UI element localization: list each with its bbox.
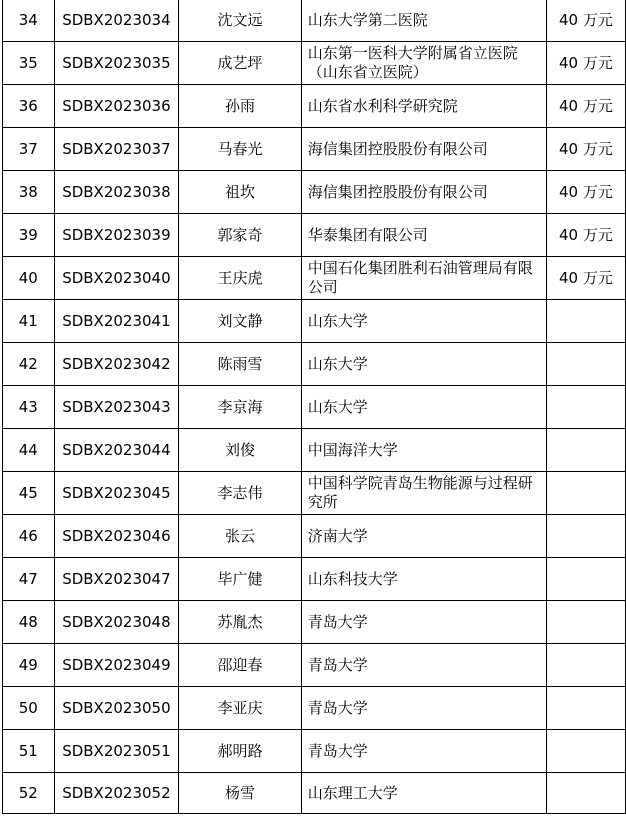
row-number-cell: 37 (3, 128, 55, 171)
table-row (3, 429, 626, 472)
person-name-cell: 毕广健 (179, 558, 301, 601)
row-number-cell: 47 (3, 558, 55, 601)
organization-cell: 山东理工大学 (301, 773, 546, 814)
person-name-cell: 李亚庆 (179, 687, 301, 730)
row-number-cell: 43 (3, 386, 55, 429)
funding-amount-cell: 40 万元 (546, 214, 625, 257)
person-name-cell: 孙雨 (179, 85, 301, 128)
organization-cell: 山东大学 (301, 343, 546, 386)
person-name-cell: 成艺坪 (179, 42, 301, 85)
table-row (3, 257, 626, 300)
table-row (3, 386, 626, 429)
project-id-cell: SDBX2023041 (54, 300, 179, 343)
person-name-cell: 邵迎春 (179, 644, 301, 687)
funding-amount-cell: 40 万元 (546, 171, 625, 214)
funding-amount-cell: 40 万元 (546, 0, 625, 42)
table-row (3, 0, 626, 42)
funding-amount-cell (546, 687, 625, 730)
organization-cell: 中国海洋大学 (301, 429, 546, 472)
row-number-cell: 34 (3, 0, 55, 42)
table-row (3, 687, 626, 730)
table-body (3, 0, 626, 814)
award-table (2, 0, 626, 814)
table-row (3, 85, 626, 128)
organization-cell: 海信集团控股股份有限公司 (301, 128, 546, 171)
table-row (3, 644, 626, 687)
project-id-cell: SDBX2023050 (54, 687, 179, 730)
organization-cell: 青岛大学 (301, 687, 546, 730)
table-row (3, 472, 626, 515)
project-id-cell: SDBX2023044 (54, 429, 179, 472)
organization-cell: 华泰集团有限公司 (301, 214, 546, 257)
row-number-cell: 39 (3, 214, 55, 257)
funding-amount-cell (546, 515, 625, 558)
organization-cell: 海信集团控股股份有限公司 (301, 171, 546, 214)
row-number-cell: 40 (3, 257, 55, 300)
row-number-cell: 52 (3, 773, 55, 814)
person-name-cell: 郝明路 (179, 730, 301, 773)
funding-amount-cell: 40 万元 (546, 85, 625, 128)
person-name-cell: 张云 (179, 515, 301, 558)
table-row (3, 773, 626, 814)
person-name-cell: 马春光 (179, 128, 301, 171)
project-id-cell: SDBX2023046 (54, 515, 179, 558)
project-id-cell: SDBX2023052 (54, 773, 179, 814)
organization-cell: 青岛大学 (301, 644, 546, 687)
project-id-cell: SDBX2023048 (54, 601, 179, 644)
row-number-cell: 48 (3, 601, 55, 644)
funding-amount-cell (546, 300, 625, 343)
person-name-cell: 祖坎 (179, 171, 301, 214)
table-row (3, 601, 626, 644)
funding-amount-cell (546, 386, 625, 429)
row-number-cell: 45 (3, 472, 55, 515)
row-number-cell: 36 (3, 85, 55, 128)
project-id-cell: SDBX2023049 (54, 644, 179, 687)
funding-amount-cell: 40 万元 (546, 257, 625, 300)
organization-cell: 青岛大学 (301, 601, 546, 644)
project-id-cell: SDBX2023037 (54, 128, 179, 171)
funding-amount-cell (546, 601, 625, 644)
row-number-cell: 35 (3, 42, 55, 85)
person-name-cell: 沈文远 (179, 0, 301, 42)
funding-amount-cell (546, 644, 625, 687)
person-name-cell: 陈雨雪 (179, 343, 301, 386)
row-number-cell: 49 (3, 644, 55, 687)
row-number-cell: 44 (3, 429, 55, 472)
table-row (3, 171, 626, 214)
table-row (3, 300, 626, 343)
project-id-cell: SDBX2023040 (54, 257, 179, 300)
project-id-cell: SDBX2023043 (54, 386, 179, 429)
person-name-cell: 李志伟 (179, 472, 301, 515)
row-number-cell: 41 (3, 300, 55, 343)
person-name-cell: 苏胤杰 (179, 601, 301, 644)
organization-cell: 青岛大学 (301, 730, 546, 773)
funding-amount-cell (546, 343, 625, 386)
person-name-cell: 李京海 (179, 386, 301, 429)
person-name-cell: 刘文静 (179, 300, 301, 343)
row-number-cell: 46 (3, 515, 55, 558)
row-number-cell: 42 (3, 343, 55, 386)
funding-amount-cell (546, 773, 625, 814)
project-id-cell: SDBX2023051 (54, 730, 179, 773)
organization-cell: 中国科学院青岛生物能源与过程研究所 (301, 472, 546, 515)
funding-amount-cell (546, 730, 625, 773)
table-row (3, 558, 626, 601)
person-name-cell: 王庆虎 (179, 257, 301, 300)
organization-cell: 山东大学 (301, 386, 546, 429)
funding-amount-cell (546, 558, 625, 601)
funding-amount-cell (546, 472, 625, 515)
project-id-cell: SDBX2023042 (54, 343, 179, 386)
person-name-cell: 郭家奇 (179, 214, 301, 257)
row-number-cell: 38 (3, 171, 55, 214)
organization-cell: 济南大学 (301, 515, 546, 558)
table-row (3, 128, 626, 171)
organization-cell: 山东第一医科大学附属省立医院（山东省立医院） (301, 42, 546, 85)
person-name-cell: 杨雪 (179, 773, 301, 814)
project-id-cell: SDBX2023034 (54, 0, 179, 42)
project-id-cell: SDBX2023039 (54, 214, 179, 257)
project-id-cell: SDBX2023035 (54, 42, 179, 85)
project-id-cell: SDBX2023045 (54, 472, 179, 515)
project-id-cell: SDBX2023047 (54, 558, 179, 601)
funding-amount-cell: 40 万元 (546, 42, 625, 85)
organization-cell: 山东大学 (301, 300, 546, 343)
organization-cell: 山东科技大学 (301, 558, 546, 601)
funding-amount-cell: 40 万元 (546, 128, 625, 171)
organization-cell: 中国石化集团胜利石油管理局有限公司 (301, 257, 546, 300)
table-row (3, 214, 626, 257)
organization-cell: 山东大学第二医院 (301, 0, 546, 42)
table-row (3, 515, 626, 558)
organization-cell: 山东省水利科学研究院 (301, 85, 546, 128)
project-id-cell: SDBX2023036 (54, 85, 179, 128)
row-number-cell: 51 (3, 730, 55, 773)
row-number-cell: 50 (3, 687, 55, 730)
table-row (3, 730, 626, 773)
table-row (3, 343, 626, 386)
table-row (3, 42, 626, 85)
person-name-cell: 刘俊 (179, 429, 301, 472)
funding-amount-cell (546, 429, 625, 472)
project-id-cell: SDBX2023038 (54, 171, 179, 214)
